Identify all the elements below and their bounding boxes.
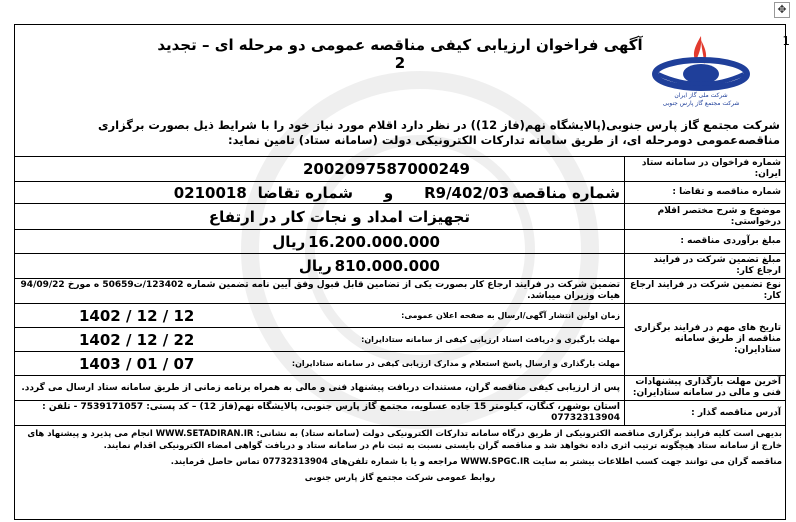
guarantee-amount: 810.000.000 xyxy=(334,257,440,275)
date1-value: 1402 / 12 / 12 xyxy=(79,306,195,325)
footer-paragraph-1: بدیهی است کلیه فرایند برگزاری مناقصه الکترونیکی از طریق درگاه سامانه تدارکات الکترونیکی دولت (سامانه ستاد) به نشانی: WWW.SETADIRAN.IR انجام می پذیرد و پیشنهاد های خارج از سامانه ستاد هیچگونه ترتیب اثری داده نخواهد شد و مناقصه گران بایستی نسبت به ثبت نام در سامانه ستاد و دریافت گواهی امضاء الکترونیکی اقدام نمایند. xyxy=(27,429,782,451)
address-label: آدرس مناقصه گذار : xyxy=(625,401,786,426)
call-number-cell xyxy=(15,157,625,182)
intro-paragraph: شرکت مجتمع گاز پارس جنوبی(پالایشگاه نهم(فاز 12)) در نظر دارد اقلام مورد نیاز خود را با شرایط ذیل بصورت برگزاری مناقصه‌عمومی دومرحله ای، از طریق سامانه تدارکات الکترونیکی دولت (سامانه ستاد) تامین نماید: xyxy=(98,118,780,147)
estimate-unit: ریال xyxy=(272,232,306,251)
tender-info-table xyxy=(14,156,786,426)
tender-request-label: شماره مناقصه و تقاضا : xyxy=(625,182,786,204)
date3-cell xyxy=(15,352,625,376)
date1-cell xyxy=(15,304,625,328)
tender-word: شماره مناقصه xyxy=(512,183,620,202)
date3-label: مهلت بارگذاری و ارسال پاسخ استعلام و مدارک ارزیابی کیفی در سامانه ستادایران: xyxy=(291,359,620,368)
deadline-text: پس از ارزیابی کیفی مناقصه گران، مستندات دریافت پیشنهاد فنی و مالی به همراه برنامه زمانی از طریق سامانه ستاد ارسال می گردد. xyxy=(15,376,625,401)
and-word: و xyxy=(383,183,394,202)
tender-request-cell xyxy=(15,182,625,204)
request-word: شماره تقاضا xyxy=(257,183,353,202)
deadline-label: آخرین مهلت بارگذاری پیشنهادات فنی و مالی در سامانه ستادایران: xyxy=(625,376,786,401)
guarantee-unit: ریال xyxy=(298,257,332,275)
company-logo xyxy=(636,30,766,110)
subject-cell xyxy=(15,204,625,230)
footer-signature: روابط عمومی شرکت مجتمع گاز پارس جنوبی xyxy=(304,473,496,483)
guarantee-type: تضمین شرکت در فرایند ارجاع کار بصورت یکی از تضامین قابل قبول وفق آیین نامه تضمین شماره 123402/ت50659 ه مورخ 94/09/22 هیات وزیران میباشد. xyxy=(15,279,625,304)
page-title: آگهی فراخوان ارزیابی کیفی مناقصه عمومی دو مرحله ای – تجدید 2 xyxy=(157,36,643,72)
date3-value: 1403 / 01 / 07 xyxy=(79,354,195,373)
logo-line-2: شرکت مجتمع گاز پارس جنوبی xyxy=(662,100,740,107)
footer-paragraph-2: مناقصه گران می توانند جهت کسب اطلاعات بیشتر به سایت WWW.SPGC.IR مراجعه و یا با شماره تلفن‌های 07732313904 تماس حاصل فرمایند. xyxy=(170,457,782,467)
guarantee-type-label: نوع تضمین شرکت در فرایند ارجاع کار: xyxy=(625,279,786,304)
call-number-label: شماره فراخوان در سامانه ستاد ایران: xyxy=(625,157,786,182)
estimate-label: مبلغ برآوردی مناقصه : xyxy=(625,230,786,254)
dates-label: تاریخ های مهم در فرایند برگزاری مناقصه از طریق سامانه ستادایران: xyxy=(625,304,786,376)
date2-value: 1402 / 12 / 22 xyxy=(79,330,195,349)
address-text: استان بوشهر، کنگان، کیلومتر 15 جاده عسلویه، مجتمع گاز پارس جنوبی، پالایشگاه نهم(فاز 12) – کد پستی: 7539171057 - تلفن : 07732313904 xyxy=(15,401,625,426)
logo-line-1: شرکت ملی گاز ایران xyxy=(674,92,728,99)
page-number: 1 xyxy=(782,34,790,48)
request-number: 0210018 xyxy=(173,183,247,202)
move-handle-icon[interactable]: ✥ xyxy=(774,2,790,18)
date2-label: مهلت بارگیری و دریافت اسناد ارزیابی کیفی از سامانه ستادایران: xyxy=(361,335,620,344)
guarantee-cell xyxy=(15,254,625,279)
tender-number: R9/402/03 xyxy=(424,183,510,202)
subject-label: موضوع و شرح مختصر اقلام درخواستی: xyxy=(625,204,786,230)
guarantee-label: مبلغ تضمین شرکت در فرایند ارجاع کار: xyxy=(625,254,786,279)
call-number: 2002097587000249 xyxy=(303,160,470,178)
date1-label: زمان اولین انتشار آگهی/ارسال به صفحه اعلان عمومی: xyxy=(401,311,620,320)
footer-notes xyxy=(14,428,786,488)
date2-cell xyxy=(15,328,625,352)
subject: تجهیزات امداد و نجات کار در ارتفاع xyxy=(208,207,470,226)
estimate-cell xyxy=(15,230,625,254)
estimate-amount: 16.200.000.000 xyxy=(308,232,440,251)
